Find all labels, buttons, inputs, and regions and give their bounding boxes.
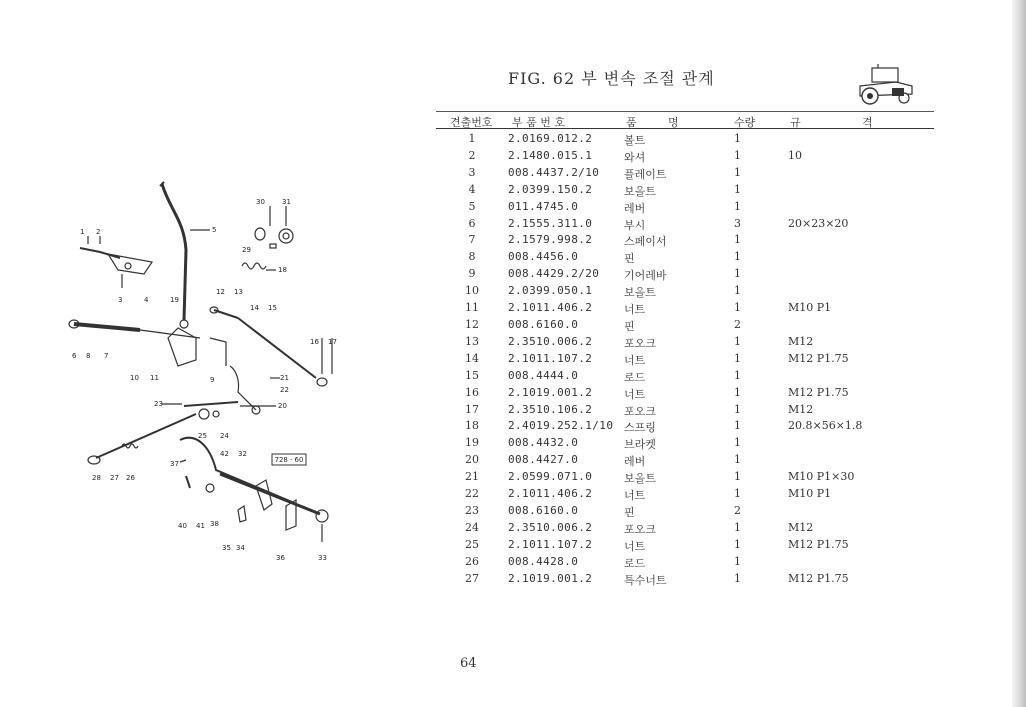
- part-name: 로드: [624, 370, 646, 384]
- item-number: 16: [465, 385, 479, 399]
- callout-label: 21: [280, 374, 289, 382]
- callout-label: 27: [110, 474, 119, 482]
- part-number: 2.3510.006.2: [508, 520, 593, 534]
- specification: M12: [788, 402, 814, 416]
- part-name: 볼트: [624, 134, 646, 147]
- table-row: [436, 199, 934, 216]
- part-name: 너트: [624, 303, 646, 317]
- part-name: 포오크: [624, 404, 656, 418]
- callout-label: 37: [170, 460, 179, 468]
- part-number: 2.1011.107.2: [508, 537, 593, 551]
- part-number: 2.1579.998.2: [508, 233, 593, 247]
- item-number: 17: [465, 402, 479, 416]
- header-name-2: 명: [668, 116, 679, 129]
- header-spec-2: 격: [862, 116, 873, 129]
- table-row: [436, 537, 934, 554]
- item-number: 2: [468, 148, 476, 162]
- specification: M12: [788, 520, 814, 534]
- callout-label: 36: [276, 554, 285, 562]
- part-number: 2.1019.001.2: [508, 571, 593, 585]
- header-name: 품: [626, 116, 637, 129]
- header-qty: 수량: [734, 116, 756, 129]
- item-number: 8: [468, 250, 476, 264]
- callout-label: 41: [196, 522, 205, 530]
- part-number: 008.4427.0: [508, 453, 579, 467]
- quantity: 1: [734, 385, 741, 399]
- part-name: 스페이서: [624, 235, 667, 249]
- item-number: 26: [465, 554, 479, 568]
- item-number: 4: [468, 182, 476, 196]
- callout-label: 26: [126, 474, 135, 482]
- callout-label: 13: [234, 288, 243, 296]
- part-number: 008.4432.0: [508, 436, 579, 450]
- quantity: 1: [734, 436, 741, 450]
- part-name: 브라켓: [624, 438, 656, 452]
- specification: 20.8×56×1.8: [788, 419, 863, 433]
- quantity: 1: [734, 487, 741, 501]
- callout-label: 4: [144, 296, 149, 304]
- callout-label: 7: [104, 352, 109, 360]
- callout-label: 31: [282, 198, 291, 206]
- callout-label: 8: [86, 352, 91, 360]
- callout-label: 25: [198, 432, 207, 440]
- part-number: 2.1011.107.2: [508, 351, 593, 365]
- header-part: 부 품 번 호: [512, 116, 565, 129]
- page-number: 64: [460, 656, 477, 671]
- table-row: [436, 520, 934, 537]
- table-row: [436, 469, 934, 486]
- part-number: 2.3510.106.2: [508, 402, 593, 416]
- item-number: 15: [465, 368, 479, 382]
- item-number: 18: [465, 419, 479, 433]
- callout-label: 19: [170, 296, 179, 304]
- part-name: 포오크: [624, 336, 656, 350]
- quantity: 3: [734, 216, 741, 230]
- callout-label: 3: [118, 296, 123, 304]
- quantity: 1: [734, 301, 741, 315]
- callout-label: 17: [328, 338, 337, 346]
- callout-label: 9: [210, 376, 215, 384]
- quantity: 1: [734, 250, 741, 264]
- part-name: 기어레바: [624, 269, 667, 283]
- specification: M10 P1×30: [788, 470, 855, 484]
- quantity: 1: [734, 132, 741, 145]
- item-number: 21: [465, 470, 479, 484]
- item-number: 23: [465, 503, 479, 517]
- item-number: 24: [465, 520, 479, 534]
- table-row: [436, 131, 934, 148]
- part-name: 핀: [624, 319, 635, 333]
- quantity: 1: [734, 334, 741, 348]
- item-number: 9: [468, 267, 476, 281]
- item-number: 19: [465, 436, 479, 450]
- part-name: 너트: [624, 353, 646, 367]
- table-row: [436, 300, 934, 317]
- callout-label: 10: [130, 374, 139, 382]
- quantity: 1: [734, 199, 741, 213]
- item-number: 20: [465, 453, 479, 467]
- specification: M12: [788, 334, 814, 348]
- item-number: 13: [465, 334, 479, 348]
- item-number: 6: [468, 216, 476, 230]
- callout-label: 14: [250, 304, 259, 312]
- item-number: 5: [468, 199, 476, 213]
- specification: 10: [788, 148, 802, 162]
- part-number: 008.4429.2/20: [508, 267, 600, 281]
- table-row: [436, 435, 934, 452]
- callout-label: 40: [178, 522, 187, 530]
- callout-label: 16: [310, 338, 319, 346]
- part-number: 2.1019.001.2: [508, 385, 593, 399]
- table-row: [436, 571, 934, 588]
- table-row: [436, 385, 934, 402]
- part-number: 2.4019.252.1/10: [508, 419, 614, 433]
- item-number: 14: [465, 351, 479, 365]
- callout-label: 23: [154, 400, 163, 408]
- quantity: 1: [734, 520, 741, 534]
- callout-label: 20: [278, 402, 287, 410]
- callout-label: 34: [236, 544, 245, 552]
- part-name: 핀: [624, 505, 635, 519]
- part-number: 2.1011.406.2: [508, 487, 593, 501]
- table-row: [436, 266, 934, 283]
- part-number: 008.6160.0: [508, 503, 579, 517]
- table-row: [436, 368, 934, 385]
- item-number: 22: [465, 487, 479, 501]
- callout-label: 12: [216, 288, 225, 296]
- callout-label: 22: [280, 386, 289, 394]
- tractor-icon: [856, 64, 918, 106]
- quantity: 2: [734, 317, 741, 331]
- table-row: [436, 317, 934, 334]
- quantity: 1: [734, 351, 741, 365]
- part-name: 핀: [624, 252, 635, 266]
- table-row: [436, 148, 934, 165]
- callout-label: 32: [238, 450, 247, 458]
- part-number: 008.4444.0: [508, 368, 579, 382]
- part-number: 2.0399.050.1: [508, 284, 593, 298]
- part-name: 보올트: [624, 472, 656, 486]
- part-name: 와셔: [624, 150, 646, 164]
- quantity: 1: [734, 267, 741, 281]
- quantity: 1: [734, 148, 741, 162]
- specification: M10 P1: [788, 487, 832, 501]
- table-row: [436, 334, 934, 351]
- part-number: 2.0399.150.2: [508, 182, 593, 196]
- part-name: 레버: [624, 201, 646, 215]
- item-number: 27: [465, 571, 479, 585]
- table-row: [436, 452, 934, 469]
- figure-ref-label: 728 · 60: [274, 456, 304, 464]
- quantity: 1: [734, 284, 741, 298]
- part-name: 너트: [624, 387, 646, 401]
- table-row: [436, 402, 934, 419]
- callout-label: 38: [210, 520, 219, 528]
- specification: M12 P1.75: [788, 537, 849, 551]
- callout-label: 42: [220, 450, 229, 458]
- page-edge-shadow: [1012, 0, 1026, 707]
- part-name: 보올트: [624, 184, 656, 198]
- item-number: 10: [465, 284, 479, 298]
- quantity: 1: [734, 233, 741, 247]
- part-number: 2.0169.012.2: [508, 132, 593, 145]
- part-number: 2.1480.015.1: [508, 148, 593, 162]
- callout-label: 28: [92, 474, 101, 482]
- table-row: [436, 249, 934, 266]
- part-number: 008.4437.2/10: [508, 165, 600, 179]
- quantity: 1: [734, 453, 741, 467]
- item-number: 12: [465, 317, 479, 331]
- callout-label: 15: [268, 304, 277, 312]
- part-name: 플레이트: [624, 167, 667, 181]
- table-row: [436, 351, 934, 368]
- quantity: 1: [734, 419, 741, 433]
- table-row: [436, 216, 934, 233]
- callout-label: 30: [256, 198, 265, 206]
- table-header: [436, 112, 934, 128]
- quantity: 1: [734, 368, 741, 382]
- part-number: 008.4428.0: [508, 554, 579, 568]
- table-row: [436, 232, 934, 249]
- header-spec: 규: [790, 116, 801, 129]
- part-number: 011.4745.0: [508, 199, 579, 213]
- specification: M10 P1: [788, 301, 832, 315]
- quantity: 1: [734, 554, 741, 568]
- part-number: 2.1011.406.2: [508, 301, 593, 315]
- part-number: 2.1555.311.0: [508, 216, 593, 230]
- callout-label: 24: [220, 432, 229, 440]
- part-name: 너트: [624, 539, 646, 553]
- callout-label: 5: [212, 226, 217, 234]
- part-name: 로드: [624, 556, 646, 570]
- specification: M12 P1.75: [788, 351, 849, 365]
- table-row: [436, 182, 934, 199]
- parts-table-body: [436, 131, 934, 587]
- quantity: 1: [734, 182, 741, 196]
- part-number: 2.0599.071.0: [508, 470, 593, 484]
- table-row: [436, 503, 934, 520]
- item-number: 7: [468, 233, 476, 247]
- table-row: [436, 486, 934, 503]
- table-header-rule: [436, 128, 934, 129]
- header-no: 견출번호: [450, 116, 493, 129]
- callout-label: 6: [72, 352, 77, 360]
- callout-label: 18: [278, 266, 287, 274]
- part-number: 008.4456.0: [508, 250, 579, 264]
- exploded-parts-diagram: [60, 170, 380, 570]
- item-number: 25: [465, 537, 479, 551]
- item-number: 1: [468, 132, 476, 145]
- part-number: 2.3510.006.2: [508, 334, 593, 348]
- part-name: 스프링: [624, 421, 656, 435]
- quantity: 1: [734, 537, 741, 551]
- callout-label: 35: [222, 544, 231, 552]
- callout-label: 1: [80, 228, 85, 236]
- part-name: 포오크: [624, 522, 656, 536]
- callout-label: 33: [318, 554, 327, 562]
- part-name: 보올트: [624, 286, 656, 300]
- quantity: 1: [734, 402, 741, 416]
- part-name: 레버: [624, 455, 646, 469]
- part-name: 특수너트: [624, 573, 667, 587]
- quantity: 1: [734, 470, 741, 484]
- table-row: [436, 283, 934, 300]
- item-number: 11: [465, 301, 479, 315]
- item-number: 3: [468, 165, 476, 179]
- quantity: 1: [734, 571, 741, 585]
- callout-label: 29: [242, 246, 251, 254]
- specification: M12 P1.75: [788, 385, 849, 399]
- table-row: [436, 554, 934, 571]
- callout-label: 11: [150, 374, 159, 382]
- table-row: [436, 418, 934, 435]
- quantity: 1: [734, 165, 741, 179]
- part-name: 너트: [624, 489, 646, 503]
- part-name: 부시: [624, 218, 646, 232]
- part-number: 008.6160.0: [508, 317, 579, 331]
- quantity: 2: [734, 503, 741, 517]
- table-row: [436, 165, 934, 182]
- specification: M12 P1.75: [788, 571, 849, 585]
- figure-title: FIG. 62 부 변속 조절 관계: [508, 69, 715, 88]
- specification: 20×23×20: [788, 216, 849, 230]
- callout-label: 2: [96, 228, 101, 236]
